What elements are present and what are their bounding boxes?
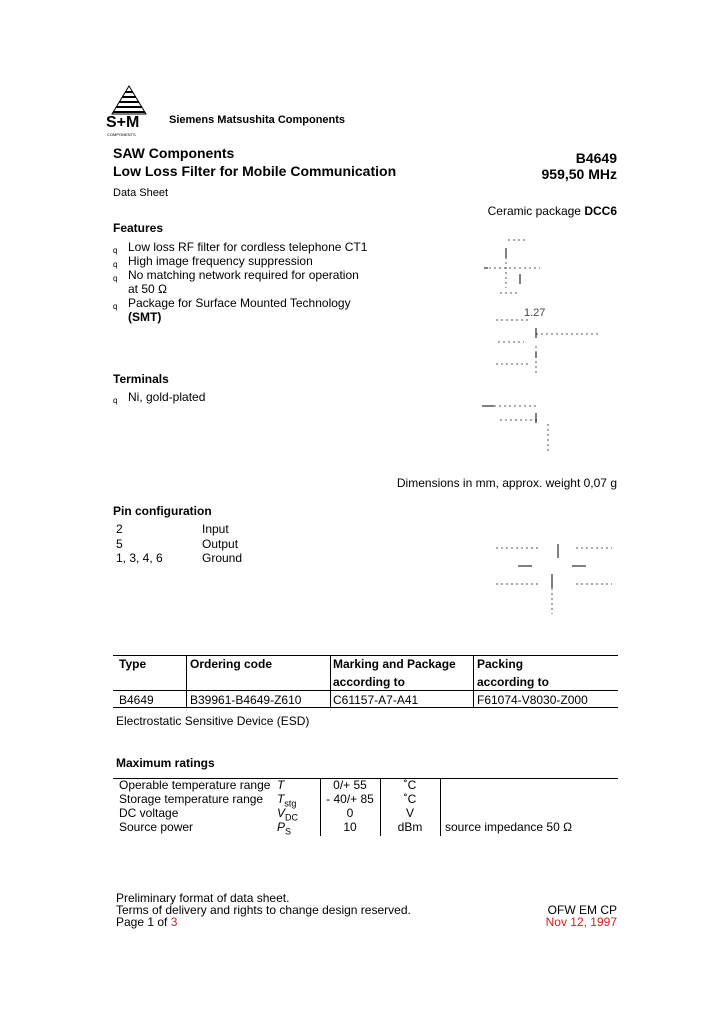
rating-value: - 40/+ 85 [326, 792, 374, 806]
drawing-caption: Dimensions in mm, approx. weight 0,07 g [396, 476, 617, 490]
company-logo [106, 84, 152, 140]
rating-symbol: $P_S$ [277, 820, 292, 837]
feature-text: High image frequency suppression [128, 254, 313, 268]
features-list [113, 241, 393, 324]
pin-number: 1, 3, 4, 6 [116, 551, 163, 565]
rating-name: DC voltage [119, 806, 179, 820]
table-cell: F61074-V8030-Z000 [477, 693, 588, 707]
list-item [113, 391, 393, 404]
footer-line2: Terms of delivery and rights to change design reserved. [116, 903, 411, 917]
terminals-list [113, 391, 393, 404]
table-cell: B39961-B4649-Z610 [190, 693, 302, 707]
footer-dept: OFW EM CP [547, 903, 617, 917]
list-item [113, 297, 393, 310]
table-header: Marking and Package [333, 657, 456, 671]
package-label: Ceramic package [487, 204, 585, 218]
table-divider [186, 655, 187, 707]
logo-text: S+M [106, 114, 140, 131]
feature-text: Package for Surface Mounted Technology [128, 296, 351, 310]
bullet-icon: q [113, 274, 118, 283]
table-divider [473, 655, 474, 707]
ratings-divider [440, 778, 441, 836]
table-cell: C61157-A7-A41 [333, 693, 419, 707]
table-header-cont: according to [477, 675, 550, 689]
package-line [488, 204, 617, 218]
pin-function: Ground [202, 551, 243, 565]
pin-function: Input [202, 522, 229, 536]
table-bottom-rule [113, 707, 618, 708]
rating-value: 0/+ 55 [333, 778, 367, 792]
esd-note: Electrostatic Sensitive Device (ESD) [116, 714, 310, 728]
page-indicator [116, 915, 177, 929]
package-name: DCC6 [584, 204, 617, 218]
footer-line1: Preliminary format of data sheet. [116, 891, 290, 905]
dimension-label: 1.27 [524, 307, 546, 319]
feature-text: (SMT) [128, 310, 162, 324]
feature-text: Low loss RF filter for cordless telephone CT1 [128, 240, 368, 254]
pin-diagram [490, 538, 620, 620]
rating-note: source impedance 50 Ω [445, 820, 573, 834]
table-divider [330, 655, 331, 707]
bullet-icon: q [113, 302, 118, 311]
rating-name: Source power [119, 820, 194, 834]
feature-text: at 50 Ω [128, 282, 167, 296]
pin-number: 5 [116, 537, 123, 551]
feature-text: No matching network required for operation [128, 268, 359, 282]
table-cell: B4649 [119, 693, 154, 707]
rating-value: 0 [346, 806, 354, 820]
table-header: Packing [477, 657, 524, 671]
pin-config-heading: Pin configuration [113, 504, 212, 518]
table-header: Type [119, 657, 147, 671]
table-header-cont: according to [333, 675, 406, 689]
doc-type: Data Sheet [113, 187, 169, 199]
rating-unit: ˚C [403, 792, 417, 806]
list-item [113, 241, 393, 254]
package-drawing [460, 228, 620, 458]
part-number: B4649 [575, 150, 617, 166]
pin-function: Output [202, 537, 239, 551]
pin-number: 2 [116, 522, 123, 536]
rating-name: Operable temperature range [119, 778, 271, 792]
page-prefix: Page 1 of [116, 915, 171, 929]
bullet-icon: q [113, 396, 118, 405]
list-item [113, 269, 393, 282]
rating-unit: V [405, 806, 414, 820]
rating-symbol: T [277, 778, 285, 792]
rating-symbol: $V_{DC}$ [277, 806, 299, 823]
rating-symbol: $T_{stg}$ [277, 792, 297, 809]
list-item-cont [113, 311, 393, 324]
list-item-cont [113, 283, 393, 296]
logo-subtext: COMPONENTS [107, 132, 136, 137]
terminal-text: Ni, gold-plated [128, 390, 206, 404]
table-top-rule [113, 655, 618, 656]
rating-unit: ˚C [403, 778, 417, 792]
bullet-icon: q [113, 260, 118, 269]
list-item [113, 255, 393, 268]
ratings-heading: Maximum ratings [116, 756, 215, 770]
features-heading: Features [113, 221, 164, 235]
frequency: 959,50 MHz [541, 166, 617, 182]
terminals-heading: Terminals [113, 372, 169, 386]
rating-value: 10 [343, 820, 357, 834]
category-title: SAW Components [113, 145, 235, 161]
footer-date: Nov 12, 1997 [545, 915, 617, 929]
table-header: Ordering code [190, 657, 273, 671]
bullet-icon: q [113, 246, 118, 255]
page-total-link[interactable]: 3 [170, 915, 178, 929]
table-header-rule [113, 690, 618, 691]
rating-name: Storage temperature range [119, 792, 264, 806]
rating-unit: dBm [397, 820, 423, 834]
product-title: Low Loss Filter for Mobile Communication [113, 163, 397, 179]
company-name: Siemens Matsushita Components [169, 114, 346, 126]
